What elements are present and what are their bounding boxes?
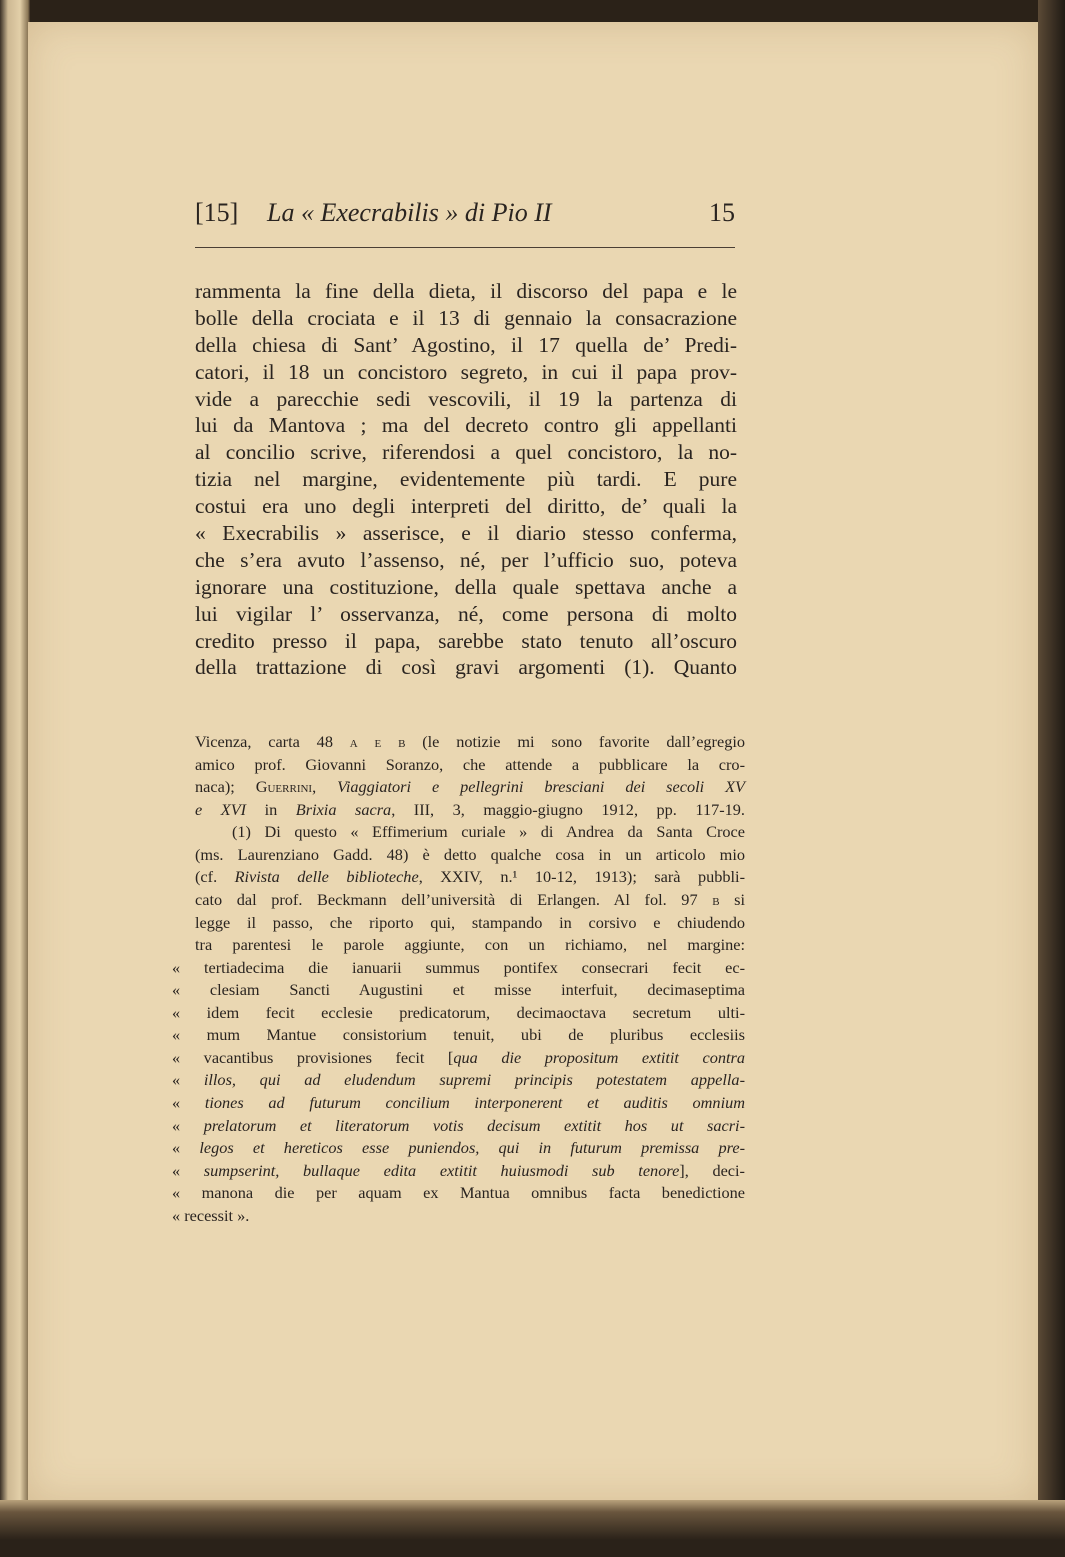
text-line bbox=[195, 547, 737, 574]
text-segment: « bbox=[172, 1160, 204, 1180]
footnote-line bbox=[195, 799, 745, 822]
running-title: La « Execrabilis » di Pio II bbox=[267, 198, 552, 227]
header-rule bbox=[195, 247, 735, 248]
text-segment: al concilio scrive, riferendosi a quel concistoro, la no- bbox=[195, 440, 737, 465]
text-line bbox=[195, 439, 737, 466]
text-segment: Rivista delle biblioteche bbox=[234, 867, 419, 887]
running-header bbox=[195, 198, 735, 234]
footnote-line bbox=[195, 844, 745, 867]
footnote-line bbox=[195, 889, 745, 912]
text-segment: « bbox=[172, 1138, 200, 1158]
text-segment: lui da Mantova ; ma del decreto contro gli appellanti bbox=[195, 413, 737, 438]
text-segment: si bbox=[719, 889, 745, 909]
text-segment: legos et hereticos esse puniendos, qui in futurum premissa pre- bbox=[199, 1138, 745, 1158]
text-segment: ], deci- bbox=[679, 1160, 745, 1180]
text-line bbox=[195, 601, 737, 628]
text-segment: della chiesa di Sant’ Agostino, il 17 quella de’ Predi- bbox=[195, 332, 737, 357]
text-segment: bolle della crociata e il 13 di gennaio la consacrazione bbox=[195, 305, 737, 330]
text-line bbox=[195, 278, 737, 305]
footnote-line bbox=[172, 1024, 745, 1047]
page-bottom-edge bbox=[0, 1500, 1065, 1557]
text-segment: (ms. Laurenziano Gadd. 48) è detto qualche cosa in un articolo mio bbox=[195, 844, 745, 864]
text-segment: della trattazione di così gravi argomenti (1). Quanto bbox=[195, 655, 737, 680]
text-segment: lui vigilar l’ osservanza, né, come persona di molto bbox=[195, 601, 737, 626]
text-segment: naca); bbox=[195, 777, 256, 797]
text-segment: prelatorum et literatorum votis decisum extitit hos ut sacri- bbox=[203, 1115, 745, 1135]
page-number: 15 bbox=[709, 198, 735, 227]
text-segment: « manona die per aquam ex Mantua omnibus facta benedictione bbox=[172, 1183, 745, 1203]
footnote-line bbox=[172, 1092, 745, 1115]
text-segment: « tertiadecima die ianuarii summus pontifex consecrari fecit ec- bbox=[172, 957, 745, 977]
text-line bbox=[195, 332, 737, 359]
text-segment: illos, qui ad eludendum supremi principis potestatem appella- bbox=[203, 1070, 745, 1090]
text-segment: , XXIV, n.¹ 10-12, 1913); sarà pubbli- bbox=[418, 867, 745, 887]
text-segment: « bbox=[172, 1115, 204, 1135]
text-line bbox=[195, 574, 737, 601]
section-number: [15] bbox=[195, 198, 239, 227]
footnote-line bbox=[195, 912, 745, 935]
footnote-line bbox=[172, 1182, 745, 1205]
footnote-line bbox=[195, 776, 745, 799]
text-segment: « mum Mantue consistorium tenuit, ubi de pluribus ecclesiis bbox=[172, 1025, 745, 1045]
text-segment: sumpserint, bullaque edita extitit huiusmodi sub tenore bbox=[203, 1160, 680, 1180]
text-segment: « bbox=[172, 1093, 205, 1112]
page-right-edge bbox=[1038, 0, 1065, 1557]
text-segment: tra parentesi le parole aggiunte, con un richiamo, nel margine: bbox=[195, 935, 745, 955]
text-segment: Brixia sacra bbox=[295, 799, 392, 819]
text-segment: , III, 3, maggio-giugno 1912, pp. 117-19. bbox=[391, 799, 745, 819]
text-segment: « Execrabilis » asserisce, e il diario stesso conferma, bbox=[195, 521, 737, 546]
text-line bbox=[195, 520, 737, 547]
text-segment: b bbox=[712, 889, 720, 909]
text-line bbox=[195, 359, 737, 386]
text-segment: qua die propositum extitit contra bbox=[453, 1047, 745, 1067]
text-segment: Vicenza, carta 48 bbox=[195, 732, 350, 751]
footnote-line bbox=[172, 1160, 745, 1183]
text-segment: « recessit ». bbox=[172, 1205, 250, 1225]
text-segment: (1) Di questo « Effimerium curiale » di Andrea da Santa Croce bbox=[232, 822, 745, 842]
text-segment: in bbox=[246, 799, 296, 819]
footnote-line bbox=[172, 1137, 745, 1160]
text-segment: che s’era avuto l’assenso, né, per l’ufficio suo, poteva bbox=[195, 547, 737, 572]
footnote-line bbox=[195, 731, 745, 754]
text-segment: legge il passo, che riporto qui, stampando in corsivo e chiudendo bbox=[195, 912, 745, 932]
text-segment: , bbox=[312, 777, 338, 797]
footnote-line bbox=[172, 1069, 745, 1092]
text-segment: (cf. bbox=[195, 867, 235, 887]
text-line bbox=[195, 305, 737, 332]
footnote-line bbox=[195, 754, 745, 777]
text-segment: Guerrini bbox=[255, 777, 313, 797]
text-line bbox=[195, 412, 737, 439]
footnote-line bbox=[195, 934, 745, 957]
text-segment: credito presso il papa, sarebbe stato tenuto all’oscuro bbox=[195, 628, 737, 653]
text-segment: catori, il 18 un concistoro segreto, in cui il papa prov- bbox=[195, 359, 737, 384]
text-segment: « bbox=[172, 1070, 204, 1090]
footnote-line bbox=[172, 979, 745, 1002]
main-text bbox=[195, 278, 737, 681]
footnote-line bbox=[172, 1115, 745, 1138]
text-segment: tiones ad futurum concilium interponerent et auditis omnium bbox=[204, 1093, 745, 1112]
footnote-line bbox=[172, 957, 745, 980]
text-segment: (le notizie mi sono favorite dall’egregio bbox=[405, 732, 746, 751]
text-segment: e XVI bbox=[195, 799, 247, 819]
text-segment: « idem fecit ecclesie predicatorum, decimaoctava secretum ulti- bbox=[172, 1002, 745, 1022]
footnote-line bbox=[172, 1205, 745, 1228]
previous-page-edge bbox=[0, 0, 30, 1557]
text-line bbox=[195, 654, 737, 681]
footnotes bbox=[172, 731, 746, 1227]
text-line bbox=[195, 493, 737, 520]
text-segment: rammenta la fine della dieta, il discorso del papa e le bbox=[195, 279, 737, 303]
text-line bbox=[195, 466, 737, 493]
footnote-line bbox=[172, 1002, 745, 1025]
text-line bbox=[195, 628, 737, 655]
text-segment: « clesiam Sancti Augustini et misse interfuit, decimaseptima bbox=[172, 980, 745, 1000]
text-segment: Viaggiatori e pellegrini bresciani dei secoli XV bbox=[337, 777, 745, 797]
text-segment: « vacantibus provisiones fecit [ bbox=[172, 1047, 454, 1067]
text-segment: costui era uno degli interpreti del diritto, de’ quali la bbox=[195, 494, 737, 519]
text-segment: vide a parecchie sedi vescovili, il 19 la partenza di bbox=[195, 386, 737, 411]
footnote-line bbox=[172, 1047, 745, 1070]
text-segment: tizia nel margine, evidentemente più tardi. E pure bbox=[195, 467, 737, 492]
footnote-line bbox=[195, 821, 745, 844]
text-segment: amico prof. Giovanni Soranzo, che attende a pubblicare la cro- bbox=[195, 754, 745, 774]
text-line bbox=[195, 386, 737, 413]
text-segment: ignorare una costituzione, della quale spettava anche a bbox=[195, 574, 737, 599]
text-segment: a e b bbox=[349, 732, 406, 751]
footnote-line bbox=[195, 866, 745, 889]
text-segment: cato dal prof. Beckmann dell’università di Erlangen. Al fol. 97 bbox=[195, 889, 713, 909]
